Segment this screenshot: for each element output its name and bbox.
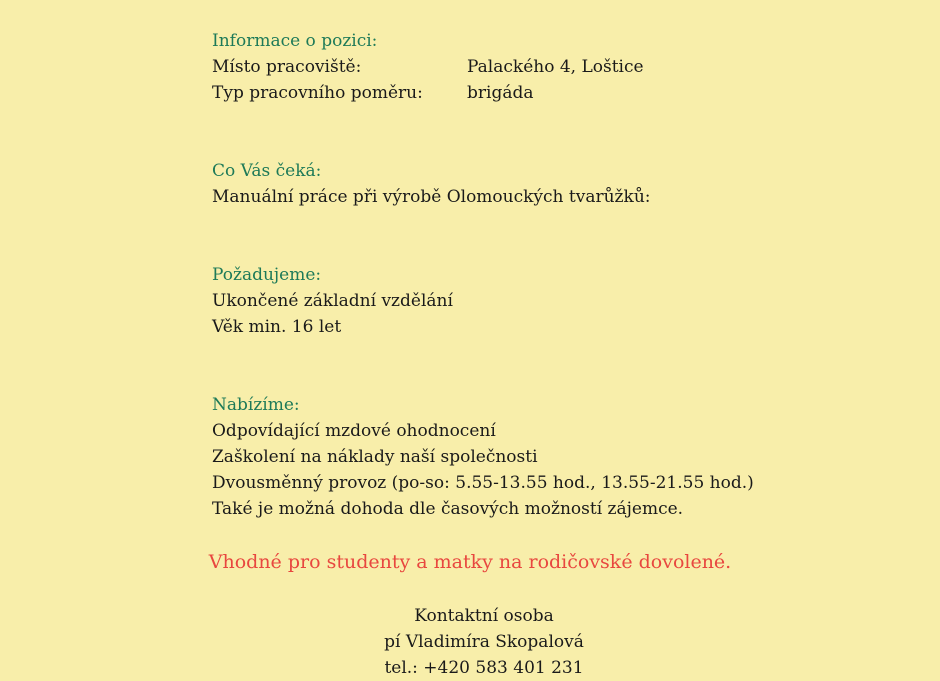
offer-salary: Odpovídající mzdové ohodnocení bbox=[212, 421, 496, 441]
employment-type-row bbox=[212, 80, 644, 106]
offer-heading: Nabízíme: bbox=[212, 395, 300, 415]
contact-name: pí Vladimíra Skopalová bbox=[384, 632, 584, 652]
employment-type-value: brigáda bbox=[467, 83, 534, 103]
what-awaits-section bbox=[212, 158, 651, 210]
workplace-label: Místo pracoviště: bbox=[212, 57, 362, 77]
contact-title: Kontaktní osoba bbox=[414, 606, 554, 626]
position-info-heading: Informace o pozici: bbox=[212, 31, 378, 51]
requirements-section bbox=[212, 262, 453, 340]
requirement-age: Věk min. 16 let bbox=[212, 317, 342, 337]
offer-section bbox=[212, 392, 754, 522]
employment-type-label: Typ pracovního poměru: bbox=[212, 83, 423, 103]
offer-training: Zaškolení na náklady naší společnosti bbox=[212, 447, 538, 467]
offer-shifts: Dvousměnný provoz (po-so: 5.55-13.55 hod., 13.55-21.55 hod.) bbox=[212, 473, 754, 493]
contact-section bbox=[0, 603, 940, 681]
workplace-row bbox=[212, 54, 644, 80]
what-awaits-line: Manuální práce při výrobě Olomouckých tvarůžků: bbox=[212, 187, 651, 207]
offer-flexibility: Také je možná dohoda dle časových možností zájemce. bbox=[212, 499, 684, 519]
requirement-education: Ukončené základní vzdělání bbox=[212, 291, 453, 311]
position-info-section bbox=[212, 28, 644, 106]
contact-phone: tel.: +420 583 401 231 bbox=[384, 658, 584, 678]
target-audience-highlight: Vhodné pro studenty a matky na rodičovské dovolené. bbox=[208, 551, 732, 573]
requirements-heading: Požadujeme: bbox=[212, 265, 322, 285]
workplace-value: Palackého 4, Loštice bbox=[467, 57, 644, 77]
what-awaits-heading: Co Vás čeká: bbox=[212, 161, 322, 181]
